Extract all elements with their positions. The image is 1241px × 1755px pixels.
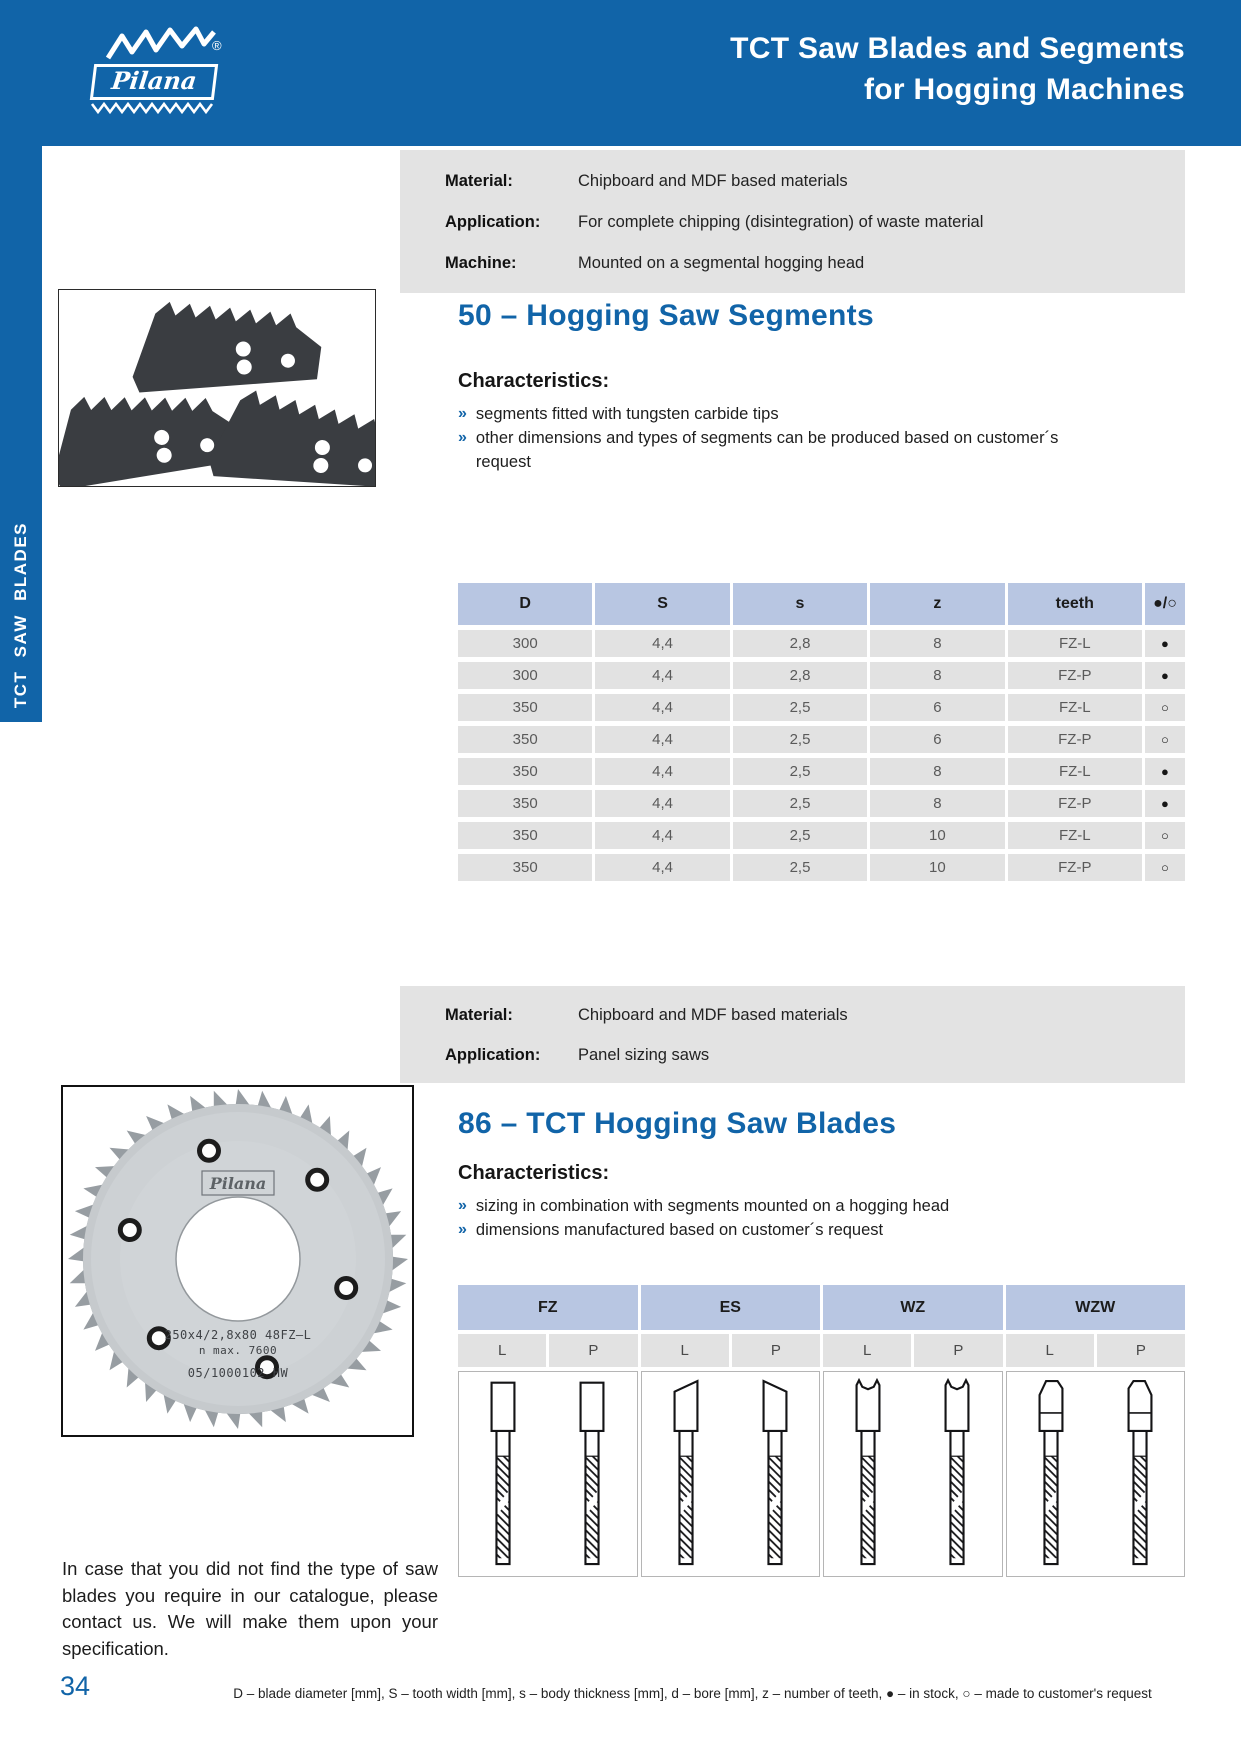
top-bar [0,0,1241,146]
column-header-D: D [458,583,592,625]
characteristics-block-1 [458,370,1108,474]
cell-z: 6 [870,726,1004,753]
cell-s: 2,5 [733,790,867,817]
cell-teeth: FZ-P [1008,726,1142,753]
specs-table [458,583,1185,881]
table-row [458,662,1185,689]
svg-text:n max. 7600: n max. 7600 [198,1344,278,1357]
profile-diagram-cell-wzw [1006,1371,1186,1577]
cell-s: 2,5 [733,854,867,881]
info-value: Chipboard and MDF based materials [578,1005,848,1024]
tooth-profile-wz-p-icon [938,1377,976,1573]
segments-illustration [59,290,375,486]
cell-S: 4,4 [595,694,729,721]
stock-indicator: ● [1145,630,1185,657]
bullet-item [458,1218,949,1242]
logo-box [90,64,218,100]
cell-s: 2,5 [733,822,867,849]
info-label: Material: [445,1005,513,1024]
cell-D: 350 [458,694,592,721]
column-header-teeth: teeth [1008,583,1142,625]
page-number: 34 [60,1671,91,1701]
info-box-1 [400,150,1185,293]
footer-legend: D – blade diameter [mm], S – tooth width [mm], s – body thickness [mm], d – bore [mm], z – number of teeth, ● – in stock, ○ – made to customer's request [233,1686,1152,1701]
column-header-s: s [733,583,867,625]
logo-sawtooth-icon [90,102,220,115]
svg-text:Pilana: Pilana [209,1174,267,1193]
cell-s: 2,8 [733,662,867,689]
info-label: Machine: [445,254,517,272]
cell-S: 4,4 [595,822,729,849]
cell-z: 10 [870,854,1004,881]
info-row [400,243,1185,284]
cell-z: 8 [870,790,1004,817]
segments-image [58,289,376,487]
info-label: Application: [445,213,541,231]
cell-D: 300 [458,630,592,657]
bullet-item [458,426,1108,474]
cell-z: 8 [870,662,1004,689]
info-value: Panel sizing saws [578,1045,710,1064]
tooth-profile-es-l-icon [667,1377,705,1573]
info-row [400,161,1185,202]
cell-teeth: FZ-P [1008,790,1142,817]
cell-D: 350 [458,758,592,785]
profile-diagram-cell-wz [823,1371,1003,1577]
characteristics-title: Characteristics: [458,1162,610,1184]
info-value: Mounted on a segmental hogging head [578,254,865,272]
section-heading-86: 86 – TCT Hogging Saw Blades [458,1107,897,1140]
cell-s: 2,5 [733,758,867,785]
profile-diagram-cell-es [641,1371,821,1577]
tooth-profile-fz-l-icon [484,1377,522,1573]
bullet-text: other dimensions and types of segments can be produced based on customer´s request [475,429,1059,471]
stock-indicator: ● [1145,662,1185,689]
profile-diagram-cell-fz [458,1371,638,1577]
bullet-marker-icon: » [458,405,467,422]
tooth-profile-es-p-icon [756,1377,794,1573]
table-row [458,694,1185,721]
cell-D: 300 [458,662,592,689]
svg-text:05/1000102 HW: 05/1000102 HW [187,1366,289,1380]
tooth-profile-wz-l-icon [849,1377,887,1573]
profile-diagram-row [458,1371,1185,1577]
subheader-wz-p: P [914,1334,1002,1367]
logo-text: Pilana [109,66,199,95]
svg-text:250x4/2,8x80 48FZ–L: 250x4/2,8x80 48FZ–L [164,1328,312,1342]
tooth-profile-wzw-l-icon [1032,1377,1070,1573]
info-value: Chipboard and MDF based materials [578,172,848,190]
blade-illustration [63,1087,412,1435]
cell-z: 8 [870,630,1004,657]
cell-z: 10 [870,822,1004,849]
cell-s: 2,5 [733,726,867,753]
cell-D: 350 [458,854,592,881]
cell-s: 2,8 [733,630,867,657]
profile-table [458,1285,1185,1577]
column-header-z: z [870,583,1004,625]
profile-group-fz: FZ [458,1285,638,1330]
cell-S: 4,4 [595,758,729,785]
page-title [730,28,1185,110]
stock-indicator: ○ [1145,822,1185,849]
stock-indicator: ○ [1145,726,1185,753]
cell-teeth: FZ-P [1008,854,1142,881]
tooth-profile-fz-p-icon [573,1377,611,1573]
cell-S: 4,4 [595,662,729,689]
info-box-2 [400,986,1185,1083]
column-header-S: S [595,583,729,625]
profile-group-header-row [458,1285,1185,1330]
profile-group-wz: WZ [823,1285,1003,1330]
bullet-marker-icon: » [458,1221,467,1238]
info-label: Material: [445,172,513,190]
info-value: For complete chipping (disintegration) of waste material [578,213,984,231]
bullet-text: sizing in combination with segments mounted on a hogging head [475,1197,950,1215]
bullet-text: segments fitted with tungsten carbide tips [475,405,779,423]
page-title-line1: TCT Saw Blades and Segments [730,32,1185,65]
subheader-wzw-l: L [1006,1334,1094,1367]
page-title-line2: for Hogging Machines [864,73,1185,106]
registered-mark: ® [212,38,222,53]
cell-teeth: FZ-L [1008,630,1142,657]
brand-logo [90,26,240,116]
subheader-es-l: L [641,1334,729,1367]
subheader-fz-l: L [458,1334,546,1367]
info-row [400,202,1185,243]
bullet-item [458,1194,949,1218]
table-row [458,854,1185,881]
stock-indicator: ○ [1145,694,1185,721]
cell-D: 350 [458,790,592,817]
table-row [458,726,1185,753]
tooth-profile-wzw-p-icon [1121,1377,1159,1573]
table-header-row [458,583,1185,625]
profile-group-es: ES [641,1285,821,1330]
stock-indicator: ○ [1145,854,1185,881]
bullet-text: dimensions manufactured based on customer´s request [475,1221,884,1239]
profile-subheader-row [458,1334,1185,1367]
info-label: Application: [445,1045,541,1064]
subheader-wzw-p: P [1097,1334,1185,1367]
table-row [458,758,1185,785]
cell-s: 2,5 [733,694,867,721]
cell-D: 350 [458,726,592,753]
cell-S: 4,4 [595,726,729,753]
blade-image [61,1085,414,1437]
cell-S: 4,4 [595,790,729,817]
section-heading-50: 50 – Hogging Saw Segments [458,299,874,332]
cell-teeth: FZ-P [1008,662,1142,689]
table-row [458,822,1185,849]
stock-indicator: ● [1145,758,1185,785]
cell-S: 4,4 [595,630,729,657]
cell-z: 6 [870,694,1004,721]
characteristics-block-2 [458,1162,949,1242]
subheader-fz-p: P [549,1334,637,1367]
subheader-wz-l: L [823,1334,911,1367]
bullet-marker-icon: » [458,1197,467,1214]
sidebar [0,146,42,722]
column-header-stock: ●/○ [1145,583,1185,625]
subheader-es-p: P [732,1334,820,1367]
bullet-item [458,402,1108,426]
cell-teeth: FZ-L [1008,758,1142,785]
note-paragraph: In case that you did not find the type of saw blades you require in our catalogue, please contact us. We will make them upon your specification. [62,1558,438,1659]
logo-ribbon-icon [106,26,218,62]
cell-z: 8 [870,758,1004,785]
bullet-marker-icon: » [458,429,467,446]
characteristics-title: Characteristics: [458,370,610,392]
cell-teeth: FZ-L [1008,694,1142,721]
cell-D: 350 [458,822,592,849]
cell-S: 4,4 [595,854,729,881]
stock-indicator: ● [1145,790,1185,817]
sidebar-label: TCT SAW BLADES [11,521,30,708]
table-row [458,790,1185,817]
info-row [400,1035,1185,1075]
profile-group-wzw: WZW [1006,1285,1186,1330]
table-row [458,630,1185,657]
info-row [400,995,1185,1035]
cell-teeth: FZ-L [1008,822,1142,849]
